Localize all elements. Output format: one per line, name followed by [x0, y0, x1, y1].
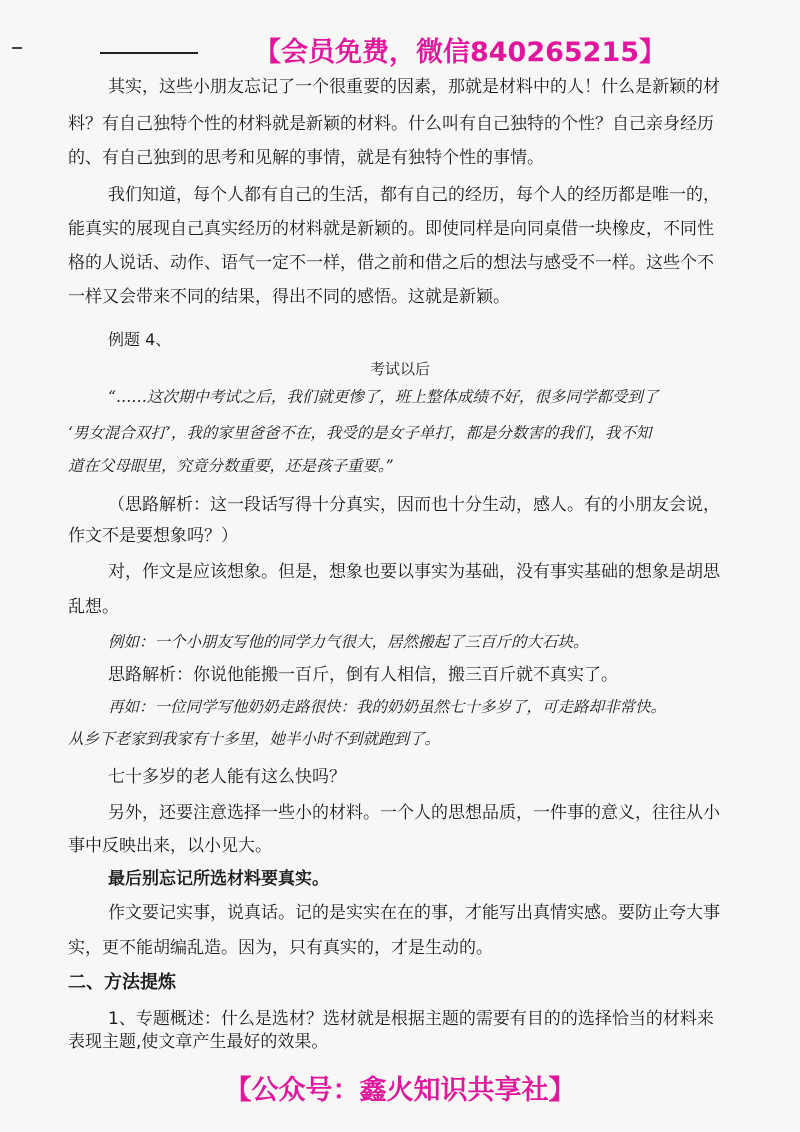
section-heading: 二、方法提炼	[68, 972, 176, 993]
emphasis-line: 最后别忘记所选材料要真实。	[108, 869, 329, 889]
example-line: 再如：一位同学写他奶奶走路很快：我的奶奶虽然七十多岁了，可走路却非常快。	[108, 698, 667, 716]
quoted-line: ‘男女混合双打’，我的家里爸爸不在，我受的是女子单打，都是分数害的我们，我不知	[68, 424, 652, 442]
paragraph-line: 事中反映出来，以小见大。	[68, 836, 272, 856]
paragraph-line: 一样又会带来不同的结果，得出不同的感悟。这就是新颖。	[68, 287, 510, 307]
watermark-bottom-banner: 【公众号：鑫火知识共享社】	[224, 1075, 576, 1106]
example-label: 例题 4、	[108, 330, 172, 349]
paragraph-line: 的、有自己独到的思考和见解的事情，就是有独特个性的事情。	[68, 148, 544, 168]
paragraph-line: 实，更不能胡编乱造。因为，只有真实的，才是生动的。	[68, 938, 493, 958]
paragraph-line: 表现主题,使文章产生最好的效果。	[68, 1032, 329, 1052]
example-line: 例如：一个小朋友写他的同学力气很大，居然搬起了三百斤的大石块。	[108, 633, 589, 651]
paragraph-line: 1、专题概述：什么是选材？选材就是根据主题的需要有目的的选择恰当的材料来	[108, 1009, 714, 1029]
example-line: 从乡下老家到我家有十多里，她半小时不到就跑到了。	[68, 730, 441, 748]
paragraph-line: 作文要记实事，说真话。记的是实实在在的事，才能写出真情实感。要防止夸大事	[108, 903, 720, 923]
analysis-line: 作文不是要想象吗？）	[68, 526, 238, 546]
paragraph-line: 对，作文是应该想象。但是，想象也要以事实为基础，没有事实基础的想象是胡思	[108, 562, 720, 582]
margin-dash	[12, 47, 22, 49]
analysis-line: 思路解析：你说他能搬一百斤，倒有人相信，搬三百斤就不真实了。	[108, 665, 618, 685]
quoted-line: 道在父母眼里，究竟分数重要，还是孩子重要。”	[68, 457, 394, 475]
paragraph-line: 格的人说话、动作、语气一定不一样，借之前和借之后的想法与感受不一样。这些个不	[68, 253, 714, 273]
paragraph-line: 我们知道，每个人都有自己的生活，都有自己的经历，每个人的经历都是唯一的，	[108, 185, 720, 205]
watermark-top-banner: 【会员免费，微信840265215】	[253, 37, 667, 68]
paragraph-line: 能真实的展现自己真实经历的材料就是新颖的。即使同样是向同桌借一块橡皮，不同性	[68, 219, 714, 239]
paragraph-line: 乱想。	[68, 597, 119, 617]
paragraph-line: 另外，还要注意选择一些小的材料。一个人的思想品质，一件事的意义，往往从小	[108, 803, 720, 823]
analysis-line: （思路解析：这一段话写得十分真实，因而也十分生动，感人。有的小朋友会说，	[108, 495, 720, 515]
quoted-line: “……这次期中考试之后，我们就更惨了，班上整体成绩不好，很多同学都受到了	[108, 388, 659, 406]
paragraph-line: 七十多岁的老人能有这么快吗？	[108, 767, 346, 787]
example-title: 考试以后	[369, 360, 430, 378]
paragraph-line: 其实，这些小朋友忘记了一个很重要的因素，那就是材料中的人！什么是新颖的材	[108, 77, 720, 97]
paragraph-line: 料？有自己独特个性的材料就是新颖的材料。什么叫有自己独特的个性？自己亲身经历	[68, 114, 714, 134]
